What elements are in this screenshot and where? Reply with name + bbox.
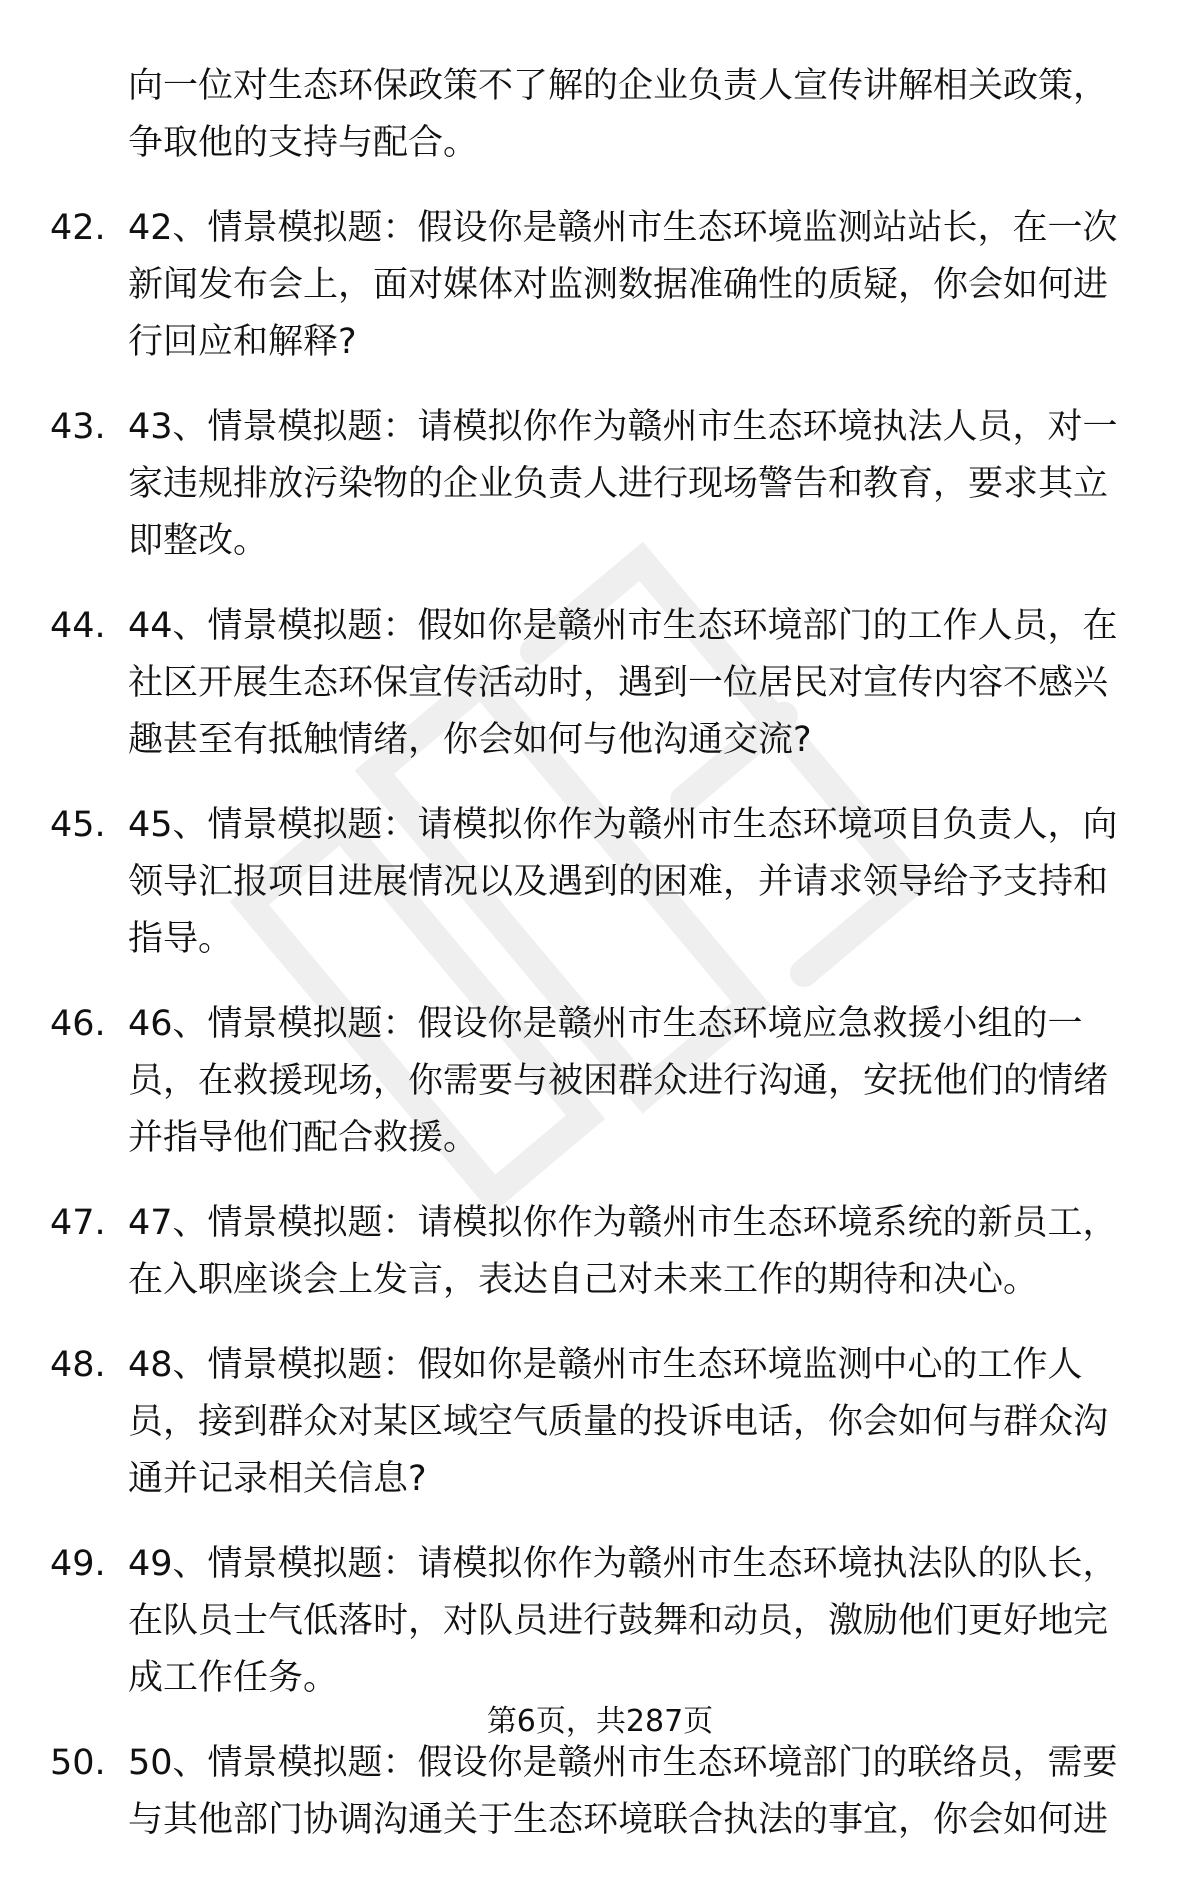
question-text: 50、情景模拟题：假设你是赣州市生态环境部门的联络员，需要与其他部门协调沟通关于生态环境联合执法的事宜，你会如何进	[128, 1743, 1118, 1840]
question-text: 48、情景模拟题：假如你是赣州市生态环境监测中心的工作人员，接到群众对某区域空气质量的投诉电话，你会如何与群众沟通并记录相关信息?	[128, 1345, 1109, 1499]
question-text: 44、情景模拟题：假如你是赣州市生态环境部门的工作人员，在社区开展生态环保宣传活动时，遇到一位居民对宣传内容不感兴趣甚至有抵触情绪，你会如何与他沟通交流?	[128, 606, 1118, 760]
question-text: 向一位对生态环保政策不了解的企业负责人宣传讲解相关政策，争取他的支持与配合。	[128, 66, 1109, 163]
question-text: 49、情景模拟题：请模拟你作为赣州市生态环境执法队的队长，在队员士气低落时，对队员进行鼓舞和动员，激励他们更好地完成工作任务。	[128, 1544, 1118, 1698]
question-item	[0, 598, 1200, 769]
question-text: 45、情景模拟题：请模拟你作为赣州市生态环境项目负责人，向领导汇报项目进展情况以及遇到的困难，并请求领导给予支持和指导。	[128, 805, 1118, 959]
question-item	[0, 797, 1200, 968]
question-item	[0, 200, 1200, 371]
page-footer: 第6页，共287页	[486, 1704, 714, 1739]
question-number: 43.	[50, 407, 106, 447]
question-item	[0, 1195, 1200, 1309]
question-number: 45.	[50, 805, 106, 845]
question-item	[0, 399, 1200, 570]
question-text: 43、情景模拟题：请模拟你作为赣州市生态环境执法人员，对一家违规排放污染物的企业负责人进行现场警告和教育，要求其立即整改。	[128, 407, 1118, 561]
question-number: 46.	[50, 1004, 106, 1044]
question-item	[0, 1735, 1200, 1849]
question-item	[0, 58, 1200, 172]
question-number: 49.	[50, 1544, 106, 1584]
question-number: 47.	[50, 1203, 106, 1243]
question-item	[0, 1337, 1200, 1508]
question-item	[0, 996, 1200, 1167]
question-number: 50.	[50, 1743, 106, 1783]
question-list	[0, 58, 1200, 1877]
question-item	[0, 1536, 1200, 1707]
question-number: 48.	[50, 1345, 106, 1385]
question-number: 42.	[50, 208, 106, 248]
question-number: 44.	[50, 606, 106, 646]
question-text: 46、情景模拟题：假设你是赣州市生态环境应急救援小组的一员，在救援现场，你需要与被困群众进行沟通，安抚他们的情绪并指导他们配合救援。	[128, 1004, 1109, 1158]
question-text: 47、情景模拟题：请模拟你作为赣州市生态环境系统的新员工，在入职座谈会上发言，表达自己对未来工作的期待和决心。	[128, 1203, 1118, 1300]
question-text: 42、情景模拟题：假设你是赣州市生态环境监测站站长，在一次新闻发布会上，面对媒体对监测数据准确性的质疑，你会如何进行回应和解释?	[128, 208, 1118, 362]
